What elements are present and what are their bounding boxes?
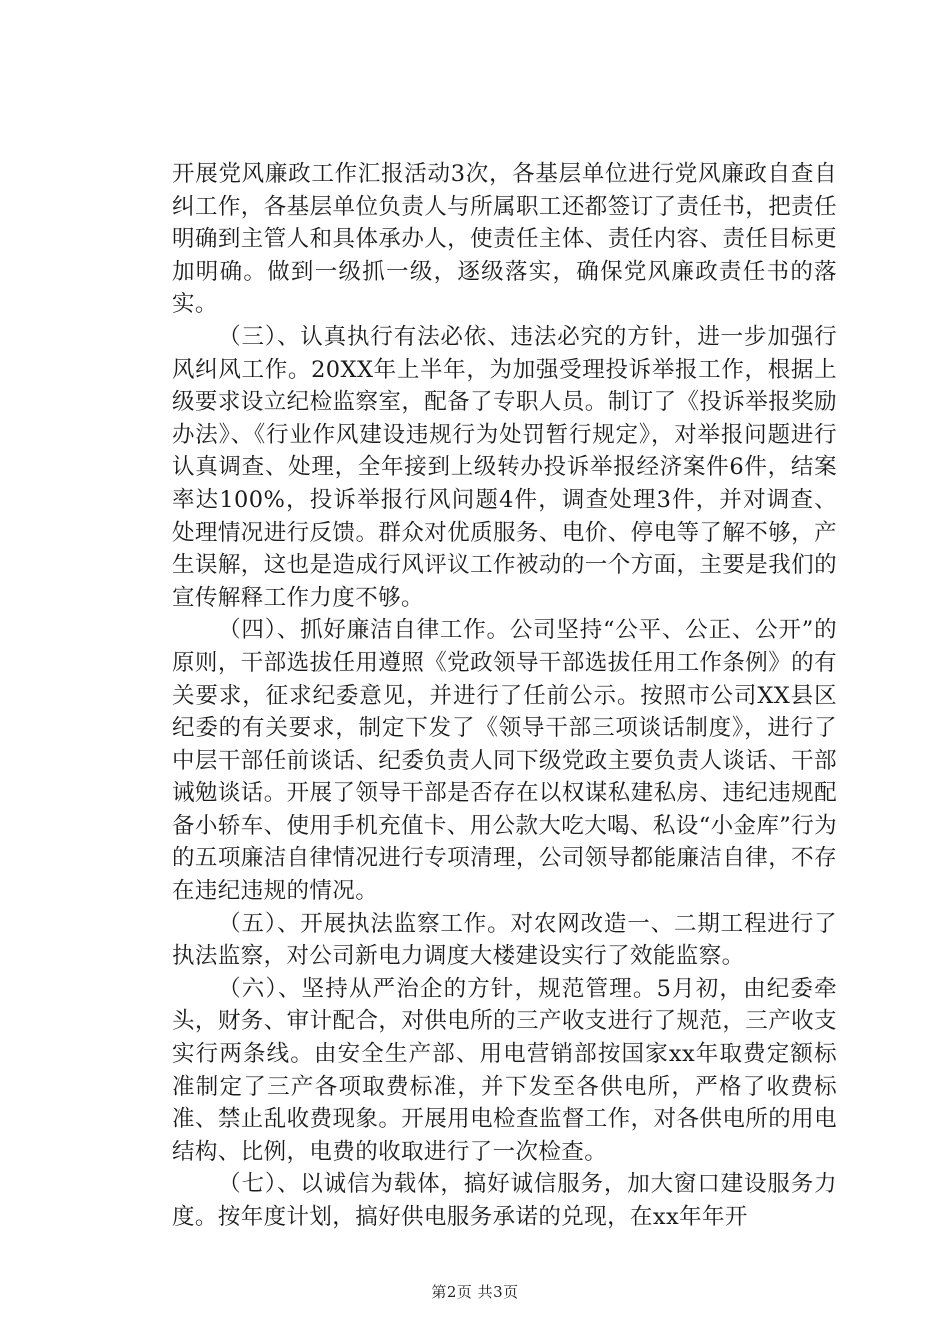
document-body [172,158,837,1234]
page-footer: 第2页 共3页 [431,1283,519,1301]
paragraph-6-section-seven: （七）、以诚信为载体，搞好诚信服务，加大窗口建设服务力度。按年度计划，搞好供电服务承诺的兑现，在xx年年开 [172,1171,837,1230]
paragraph-4-section-five: （五）、开展执法监察工作。对农网改造一、二期工程进行了执法监察，对公司新电力调度大楼建设实行了效能监察。 [172,910,837,970]
paragraph-2-section-three: （三）、认真执行有法必依、违法必究的方针，进一步加强行风纠风工作。20XX年上半年，为加强受理投诉举报工作，根据上级要求设立纪检监察室，配备了专职人员。制订了《投诉举报奖励办法》、《行业作风建设违规行为处罚暂行规定》，对举报问题进行认真调查、处理，全年接到上级转办投诉举报经济案件6件，结案率达100%，投诉举报行风问题4件，调查处理3件，并对调查、处理情况进行反馈。群众对优质服务、电价、停电等了解不够，产生误解，这也是造成行风评议工作被动的一个方面，主要是我们的宣传解释工作力度不够。 [172,323,837,611]
paragraph-3-section-four: （四）、抓好廉洁自律工作。公司坚持“公平、公正、公开”的原则，干部选拔任用遵照《党政领导干部选拔任用工作条例》的有关要求，征求纪委意见，并进行了任前公示。按照市公司XX县区纪委的有关要求，制定下发了《领导干部三项谈话制度》，进行了中层干部任前谈话、纪委负责人同下级党政主要负责人谈话、干部诫勉谈话。开展了领导干部是否存在以权谋私建私房、违纪违规配备小轿车、使用手机充值卡、用公款大吃大喝、私设“小金库”行为的五项廉洁自律情况进行专项清理，公司领导都能廉洁自律，不存在违纪违规的情况。 [172,617,838,905]
paragraph-1: 开展党风廉政工作汇报活动3次，各基层单位进行党风廉政自查自纠工作，各基层单位负责人与所属职工还都签订了责任书，把责任明确到主管人和具体承办人，使责任主体、责任内容、责任目标更加明确。做到一级抓一级，逐级落实，确保党风廉政责任书的落实。 [172,161,837,318]
paragraph-5-section-six: （六）、坚持从严治企的方针，规范管理。5月初，由纪委牵头，财务、审计配合，对供电所的三产收支进行了规范，三产收支实行两条线。由安全生产部、用电营销部按国家xx年取费定额标准制定了三产各项取费标准，并下发至各供电所，严格了收费标准、禁止乱收费现象。开展用电检查监督工作，对各供电所的用电结构、比例，电费的收取进行了一次检查。 [172,975,837,1165]
